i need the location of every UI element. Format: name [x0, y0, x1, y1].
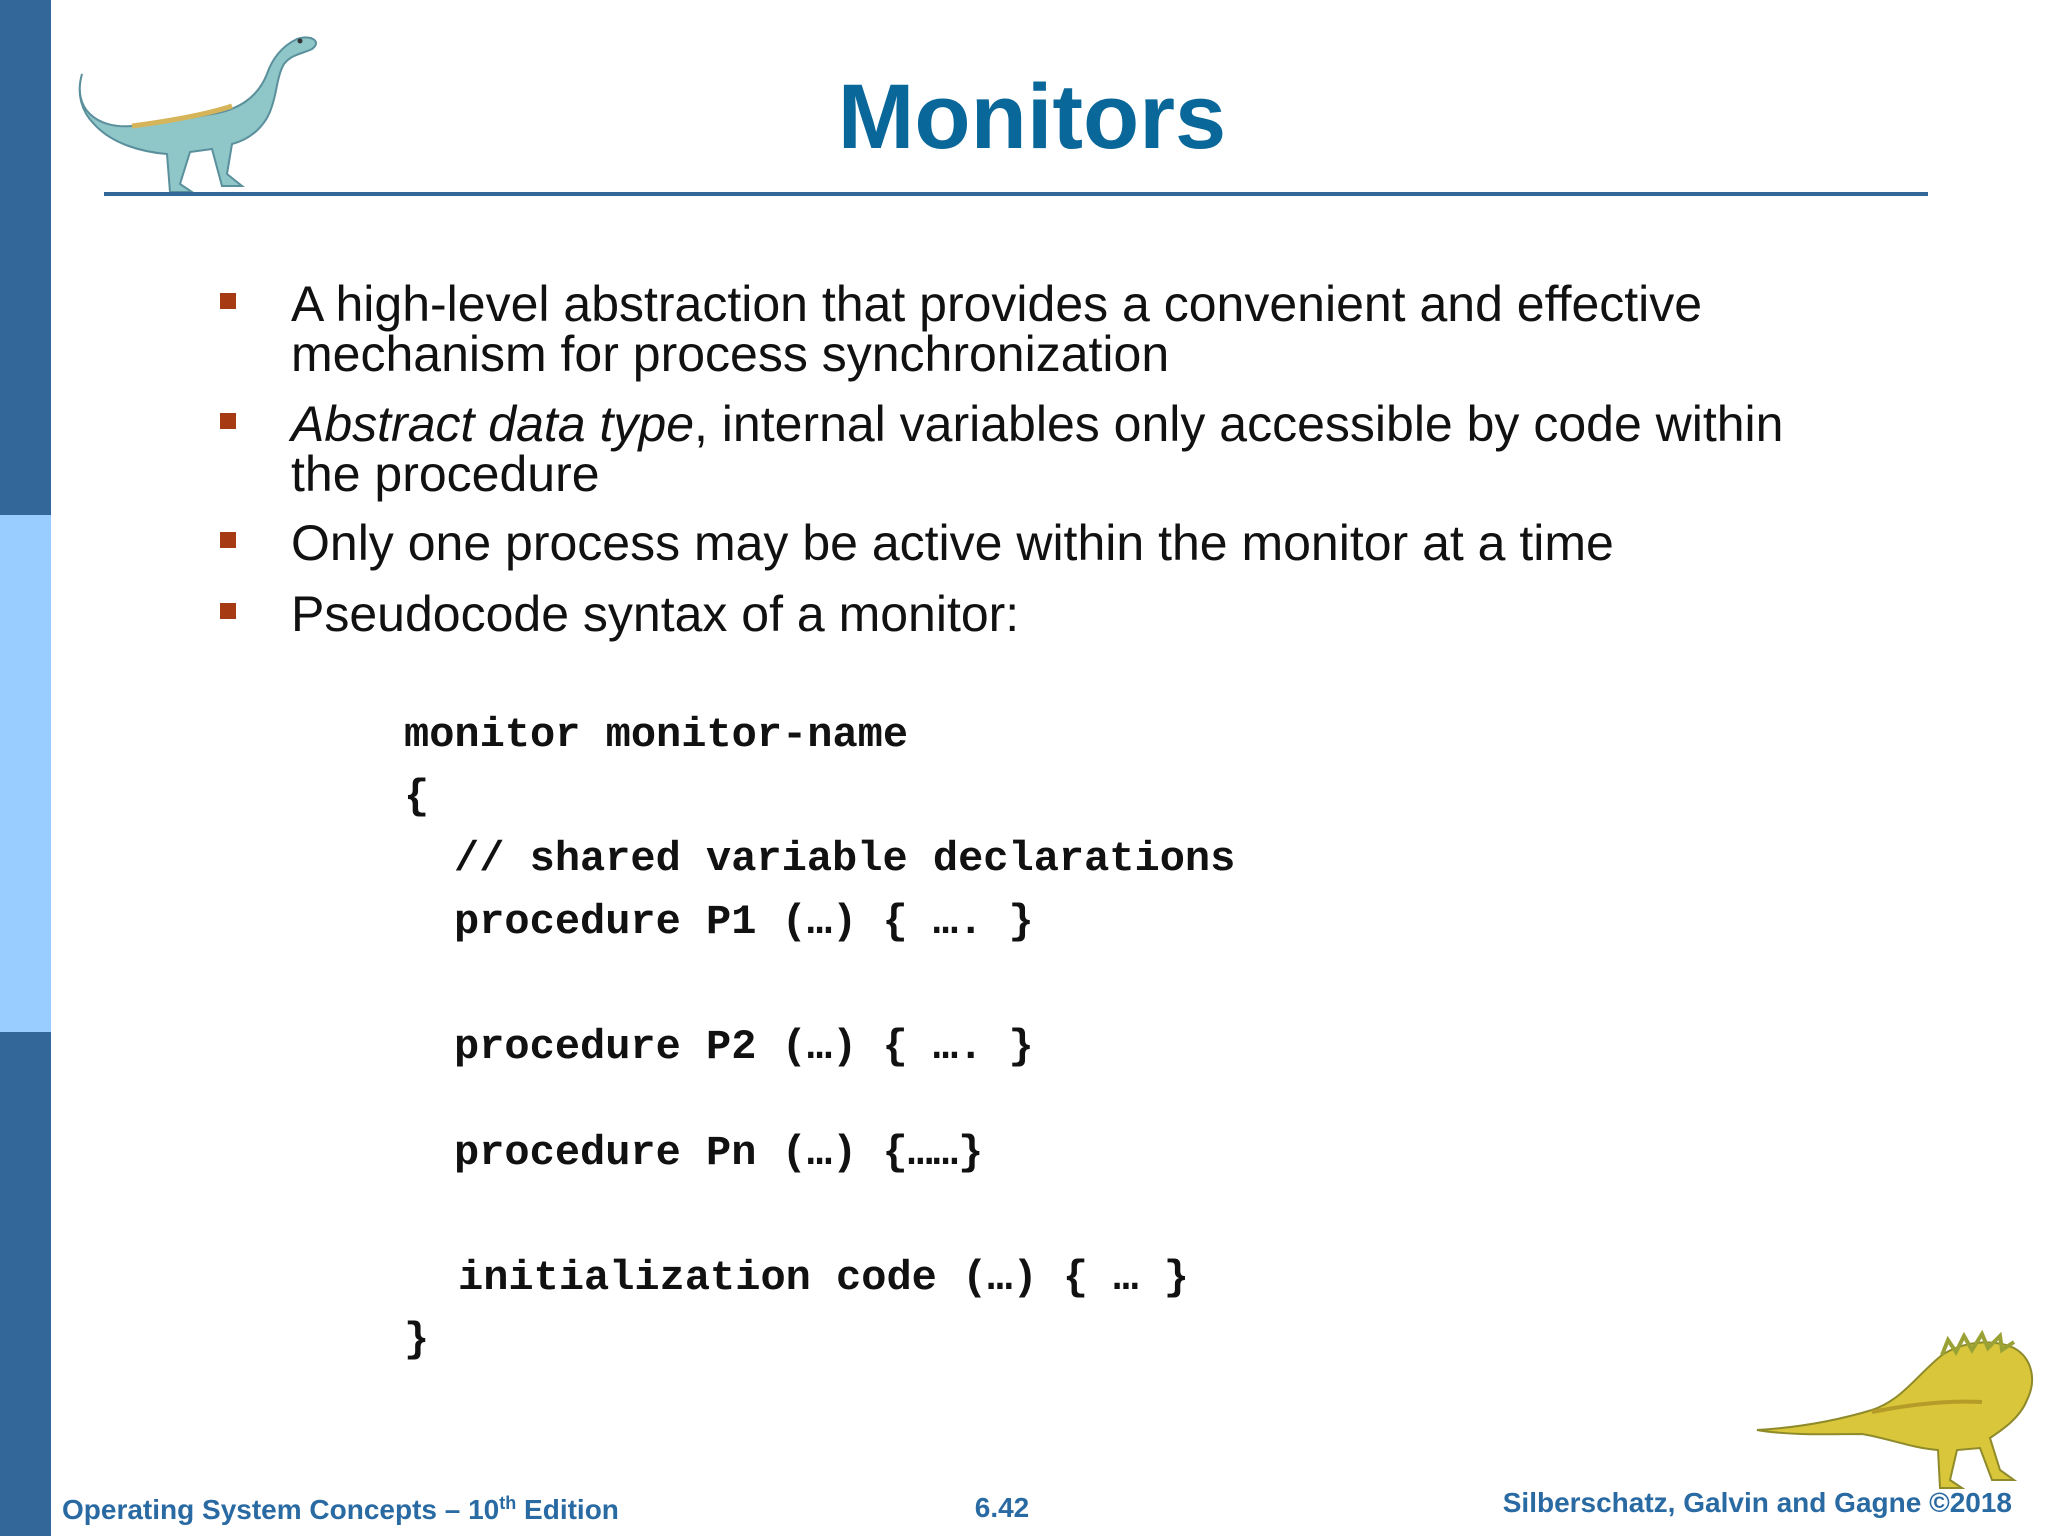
code-line: procedure P2 (…) { …. }	[454, 1023, 1034, 1071]
list-item	[291, 396, 1851, 502]
square-bullet-icon	[220, 532, 236, 548]
code-line: }	[404, 1316, 430, 1364]
footer-authors: Silberschatz, Galvin and Gagne ©2018	[1502, 1487, 2012, 1518]
list-item	[291, 276, 1851, 382]
list-item	[291, 515, 1851, 571]
square-bullet-icon	[220, 293, 236, 309]
code-line: monitor monitor-name	[404, 711, 909, 759]
bullet-text: Pseudocode syntax of a monitor:	[291, 586, 1020, 642]
square-bullet-icon	[220, 413, 236, 429]
sidebar-stripe-middle	[0, 515, 51, 1032]
list-item	[291, 586, 1851, 642]
page-number: 6.42	[974, 1492, 1030, 1523]
code-line: {	[404, 773, 430, 821]
slide-title: Monitors	[837, 66, 1227, 168]
sidebar-stripe-bottom	[0, 1032, 51, 1536]
bullet-text: A high-level abstraction that provides a convenient and effective mechanism for process synchronization	[291, 276, 1703, 382]
code-line: procedure P1 (…) { …. }	[454, 898, 1034, 946]
title-divider	[104, 192, 1928, 196]
bullet-text: Only one process may be active within the monitor at a time	[291, 515, 1614, 571]
code-line: procedure Pn (…) {……}	[454, 1129, 984, 1177]
dinosaur-illustration-icon	[1752, 1330, 2042, 1490]
bullet-italic-term: Abstract data type	[291, 396, 695, 452]
code-line: // shared variable declarations	[454, 835, 1236, 883]
bullet-text: , internal variables only accessible by code within the procedure	[291, 396, 1784, 502]
footer-book-title: Operating System Concepts – 10th Edition	[62, 1493, 619, 1525]
square-bullet-icon	[220, 603, 236, 619]
edition-superscript: th	[499, 1493, 517, 1513]
code-line: initialization code (…) { … }	[458, 1254, 1189, 1302]
